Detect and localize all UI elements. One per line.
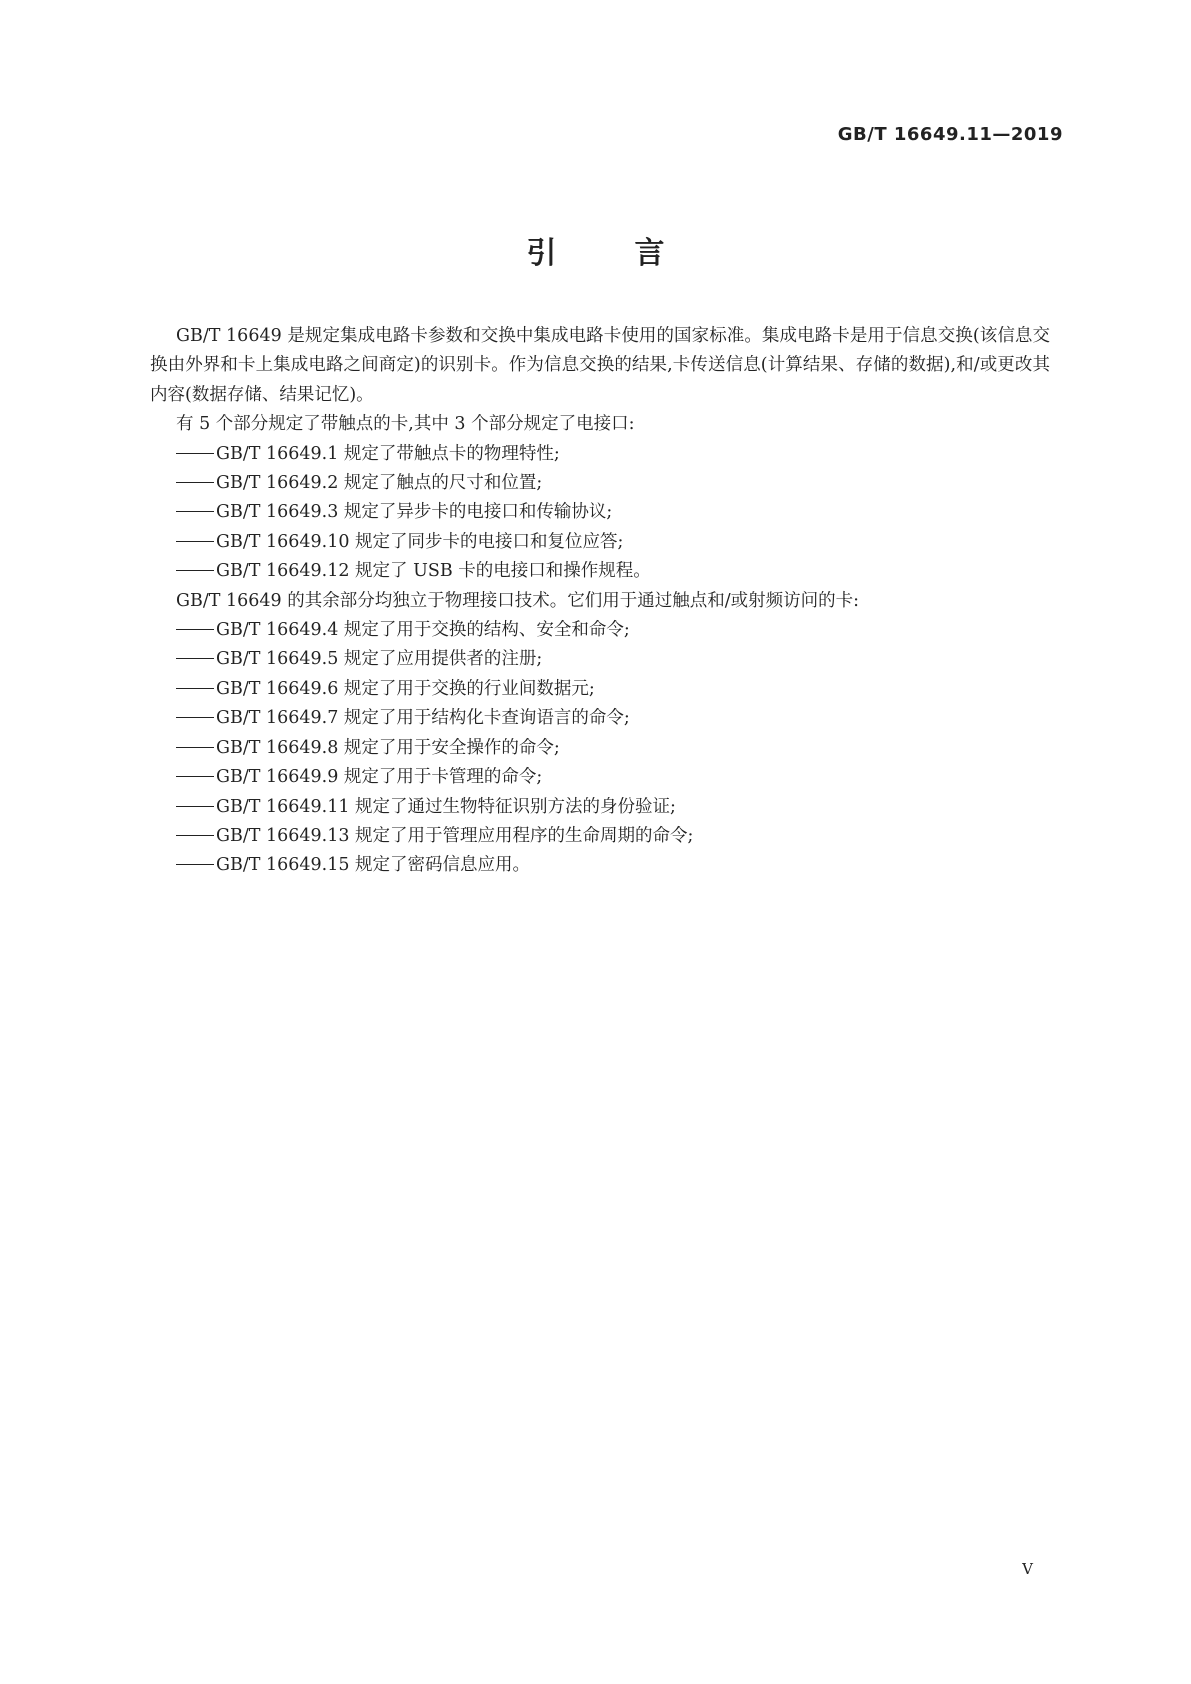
list-item: GB/T 16649.13 规定了用于管理应用程序的生命周期的命令; (150, 822, 1050, 851)
independent-intro: GB/T 16649 的其余部分均独立于物理接口技术。它们用于通过触点和/或射频访问的卡: (176, 590, 859, 611)
list-item: GB/T 16649.2 规定了触点的尺寸和位置; (150, 469, 1050, 498)
dash-mark (176, 541, 214, 542)
document-body (150, 322, 1050, 881)
list-item: GB/T 16649.10 规定了同步卡的电接口和复位应答; (150, 528, 1050, 557)
dash-mark (176, 453, 214, 454)
contact-intro: 有 5 个部分规定了带触点的卡,其中 3 个部分规定了电接口: (176, 414, 635, 435)
intro-paragraph: GB/T 16649 是规定集成电路卡参数和交换中集成电路卡使用的国家标准。集成电路卡是用于信息交换(该信息交换由外界和卡上集成电路之间商定)的识别卡。作为信息交换的结果,卡传送信息(计算结果、存储的数据),和/或更改其内容(数据存储、结果记忆)。 (150, 326, 1050, 405)
list-item: GB/T 16649.4 规定了用于交换的结构、安全和命令; (150, 616, 1050, 645)
dash-mark (176, 776, 214, 777)
dash-mark (176, 747, 214, 748)
standard-number: GB/T 16649.11—2019 (837, 124, 1063, 145)
list-item: GB/T 16649.8 规定了用于安全操作的命令; (150, 734, 1050, 763)
dash-mark (176, 688, 214, 689)
dash-mark (176, 511, 214, 512)
dash-mark (176, 629, 214, 630)
list-item: GB/T 16649.6 规定了用于交换的行业间数据元; (150, 675, 1050, 704)
dash-mark (176, 806, 214, 807)
independent-parts-list (150, 616, 1050, 881)
list-item: GB/T 16649.9 规定了用于卡管理的命令; (150, 763, 1050, 792)
dash-mark (176, 570, 214, 571)
dash-mark (176, 864, 214, 865)
list-item: GB/T 16649.1 规定了带触点卡的物理特性; (150, 440, 1050, 469)
dash-mark (176, 717, 214, 718)
page-number: V (1022, 1560, 1033, 1578)
list-item: GB/T 16649.5 规定了应用提供者的注册; (150, 645, 1050, 674)
list-item: GB/T 16649.7 规定了用于结构化卡查询语言的命令; (150, 704, 1050, 733)
page-title: 引言 (526, 236, 743, 271)
dash-mark (176, 658, 214, 659)
list-item: GB/T 16649.3 规定了异步卡的电接口和传输协议; (150, 498, 1050, 527)
dash-mark (176, 835, 214, 836)
list-item: GB/T 16649.12 规定了 USB 卡的电接口和操作规程。 (150, 557, 1050, 586)
list-item: GB/T 16649.11 规定了通过生物特征识别方法的身份验证; (150, 793, 1050, 822)
list-item: GB/T 16649.15 规定了密码信息应用。 (150, 851, 1050, 880)
dash-mark (176, 482, 214, 483)
contact-parts-list (150, 440, 1050, 587)
